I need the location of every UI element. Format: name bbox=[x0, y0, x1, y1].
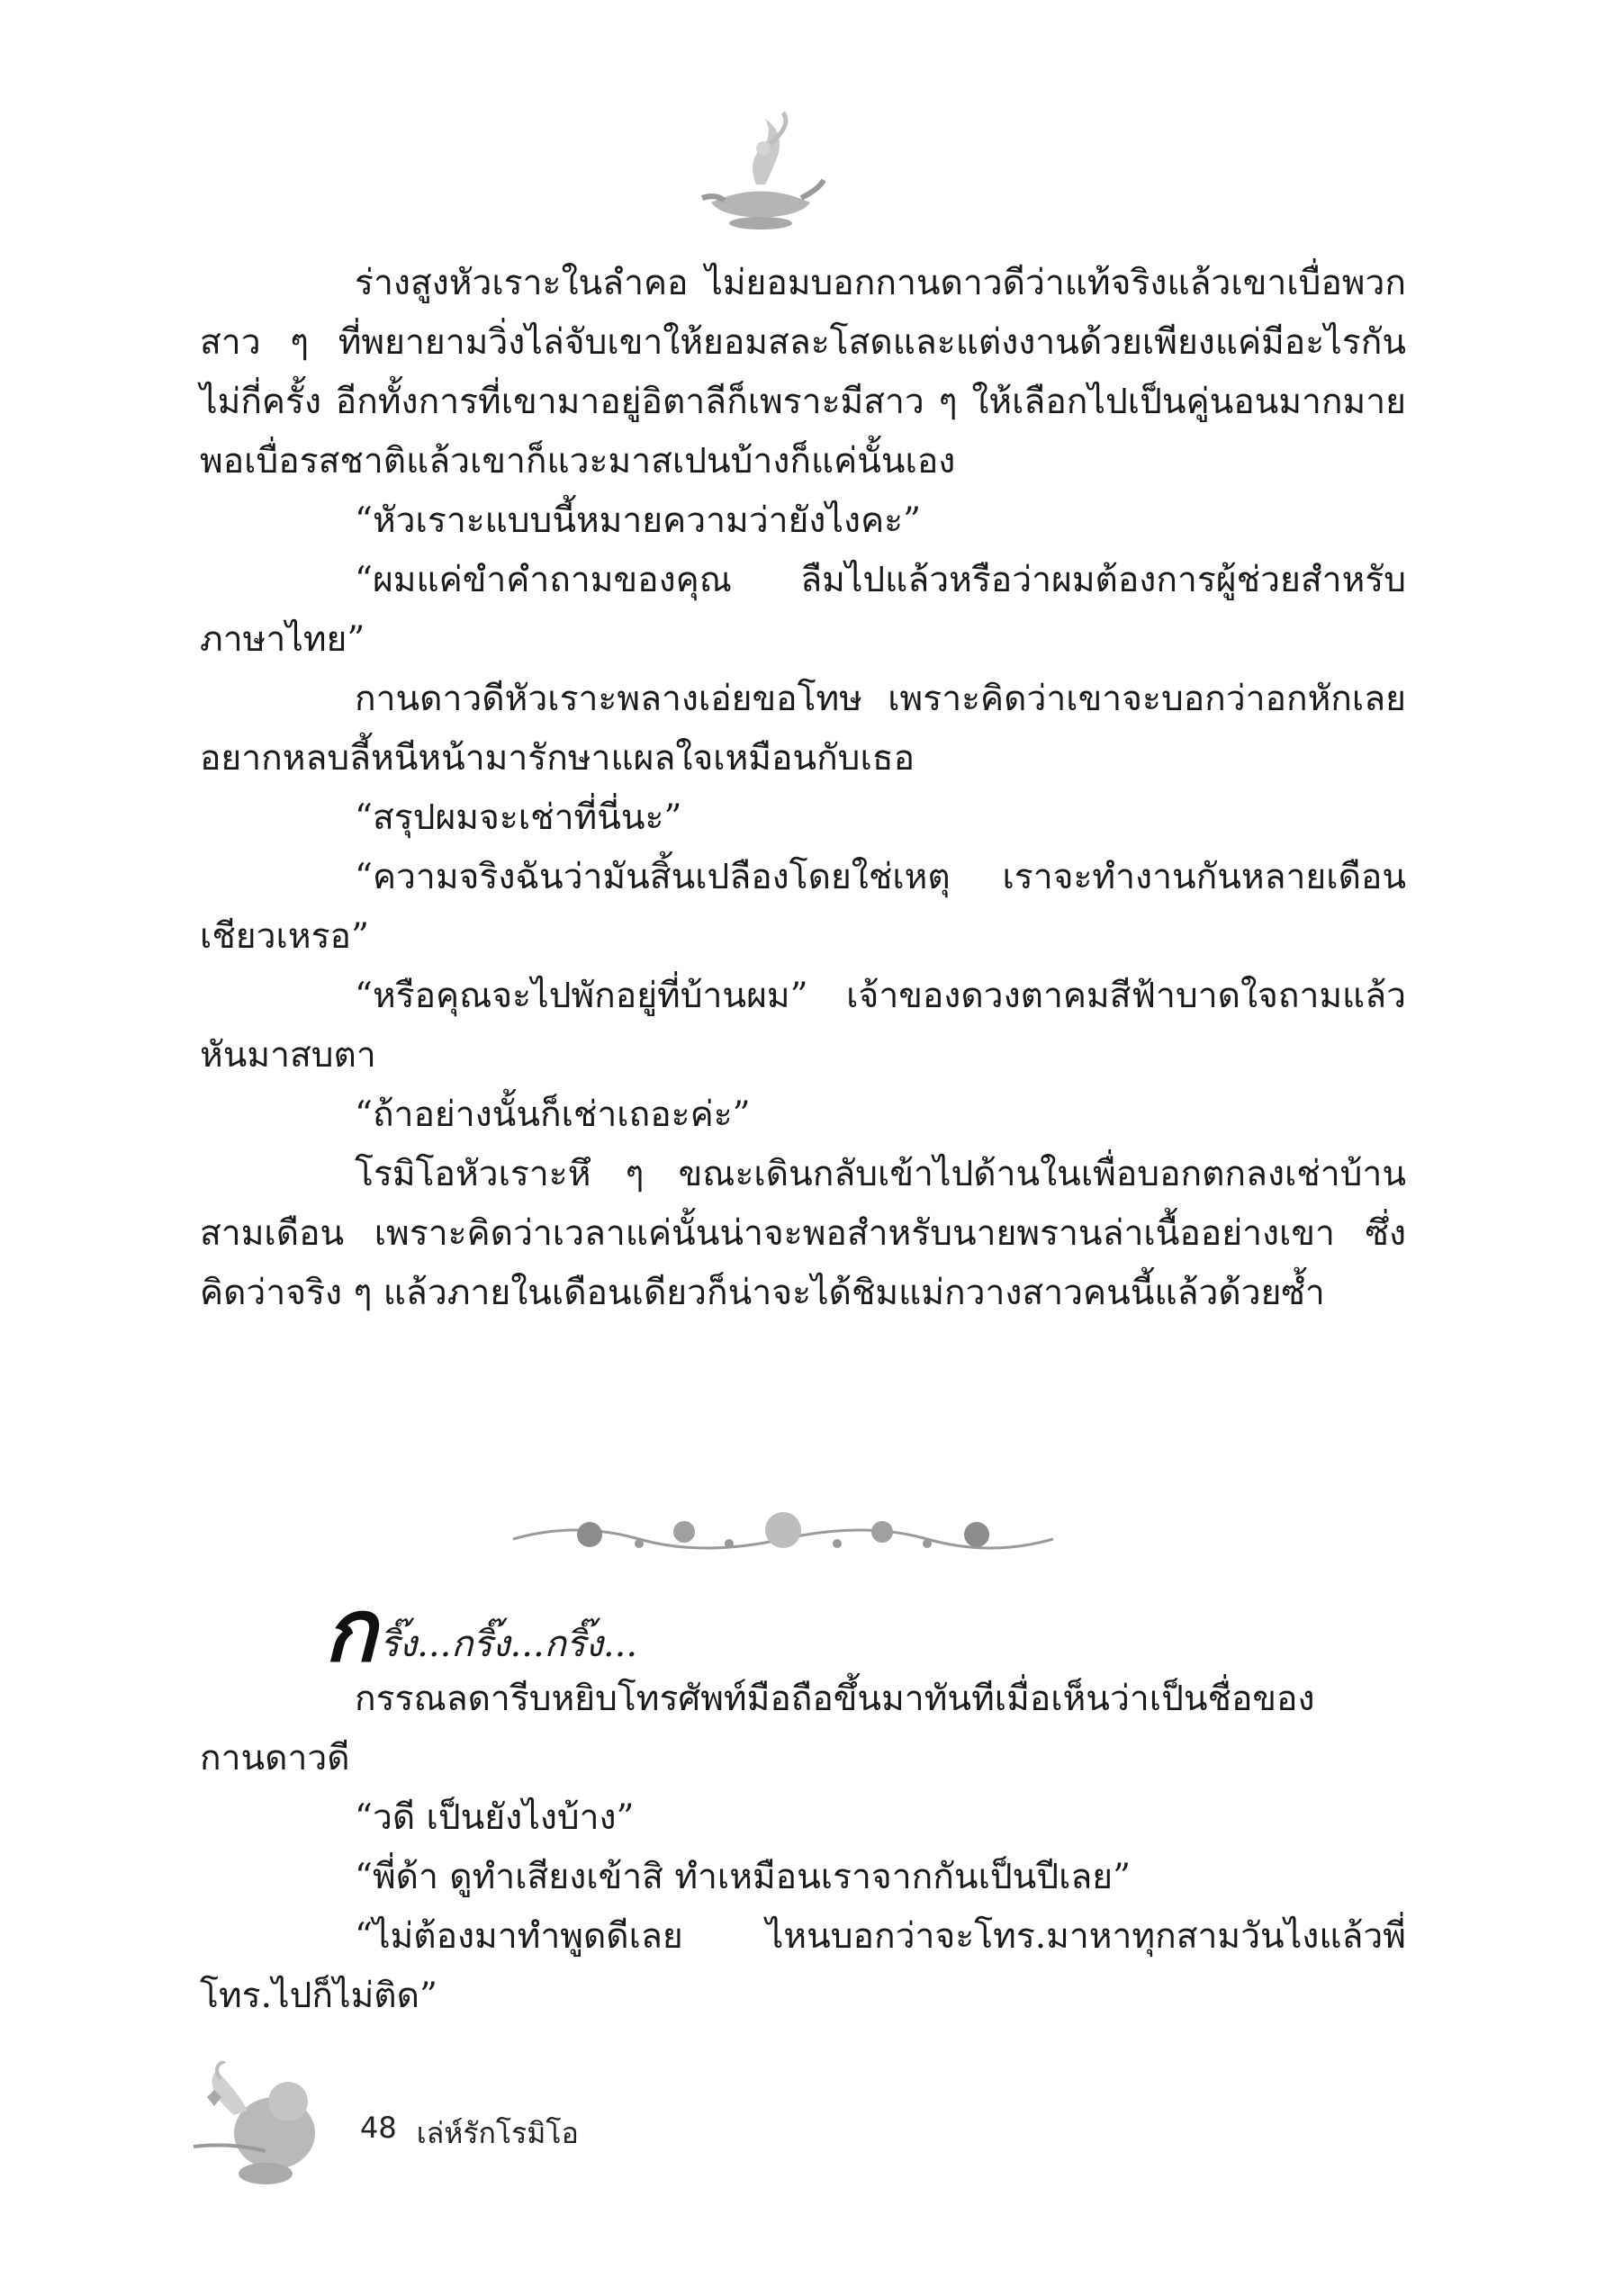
text-block-2 bbox=[200, 1670, 1406, 2026]
section-heading-text: ริ๊ง...กริ๊ง...กริ๊ง... bbox=[380, 1624, 638, 1665]
paragraph: “หรือคุณจะไปพักอยู่ที่บ้านผม” เจ้าของดวงตาคมสีฟ้าบาดใจถามแล้วหันมาสบตา bbox=[200, 976, 1406, 1076]
paragraph: “หัวเราะแบบนี้หมายความว่ายังไงคะ” bbox=[355, 500, 922, 541]
drop-cap: ก bbox=[324, 1580, 377, 1681]
paragraph: กรรณลดารีบหยิบโทรศัพท์มือถือขึ้นมาทันทีเมื่อเห็นว่าเป็นชื่อของกานดาวดี bbox=[200, 1679, 1315, 1778]
paragraph: กานดาวดีหัวเราะพลางเอ่ยขอโทษ เพราะคิดว่าเขาจะบอกว่าอกหักเลยอยากหลบลี้หนีหน้ามารักษาแผลใจเหมือนกับเธอ bbox=[200, 679, 1406, 779]
book-title: เล่ห์รักโรมิโอ bbox=[416, 2116, 579, 2150]
paragraph: “ไม่ต้องมาทำพูดดีเลย ไหนบอกว่าจะโทร.มาหาทุกสามวันไงแล้วพี่โทร.ไปก็ไม่ติด” bbox=[200, 1916, 1406, 2016]
page-footer bbox=[360, 2111, 579, 2156]
text-block-1 bbox=[200, 254, 1406, 1323]
cupid-icon bbox=[185, 2061, 365, 2196]
magic-lamp-icon bbox=[693, 108, 828, 234]
paragraph: “ความจริงฉันว่ามันสิ้นเปลืองโดยใช่เหตุ เราจะทำงานกันหลายเดือนเชียวเหรอ” bbox=[200, 857, 1406, 957]
paragraph: ร่างสูงหัวเราะในลำคอ ไม่ยอมบอกกานดาวดีว่าแท้จริงแล้วเขาเบื่อพวกสาว ๆ ที่พยายามวิ่งไล่จับเขาให้ยอมสละโสดและแต่งงานด้วยเพียงแค่มีอะไรกันไม่กี่ครั้ง อีกทั้งการที่เขามาอยู่อิตาลีก็เพราะมีสาว ๆ ให้เลือกไปเป็นคู่นอนมากมาย พอเบื่อรสชาติแล้วเขาก็แวะมาสเปนบ้างก็แค่นั้นเอง bbox=[200, 263, 1406, 482]
page-number: 48 bbox=[360, 2111, 397, 2145]
paragraph: โรมิโอหัวเราะหึ ๆ ขณะเดินกลับเข้าไปด้านในเพื่อบอกตกลงเช่าบ้านสามเดือน เพราะคิดว่าเวลาแค่นั้นน่าจะพอสำหรับนายพรานล่าเนื้ออย่างเขา ซึ่งคิดว่าจริง ๆ แล้วภายในเดือนเดียวก็น่าจะได้ชิมแม่กวางสาวคนนี้แล้วด้วยซ้ำ bbox=[200, 1154, 1406, 1313]
paragraph: “พี่ด้า ดูทำเสียงเข้าสิ ทำเหมือนเราจากกันเป็นปีเลย” bbox=[355, 1857, 1132, 1897]
section-heading bbox=[324, 1566, 638, 1681]
paragraph: “วดี เป็นยังไงบ้าง” bbox=[355, 1797, 635, 1838]
paragraph: “ถ้าอย่างนั้นก็เช่าเถอะค่ะ” bbox=[355, 1094, 751, 1135]
floral-divider-icon bbox=[504, 1503, 1062, 1566]
paragraph: “ผมแค่ขำคำถามของคุณ ลืมไปแล้วหรือว่าผมต้องการผู้ช่วยสำหรับภาษาไทย” bbox=[200, 560, 1406, 660]
paragraph: “สรุปผมจะเช่าที่นี่นะ” bbox=[355, 797, 682, 838]
